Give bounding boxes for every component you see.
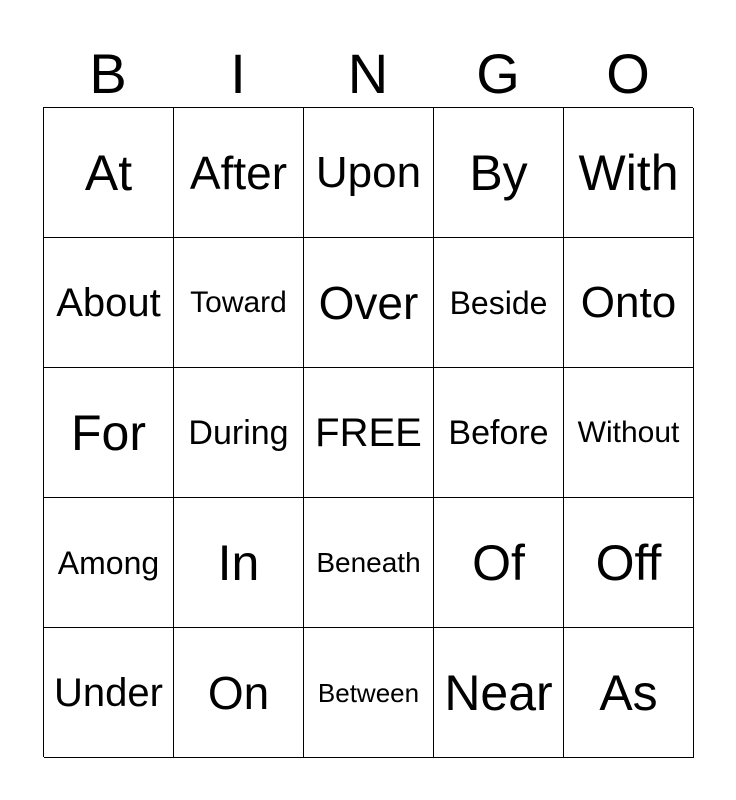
bingo-cell[interactable] <box>174 108 304 238</box>
cell-label: Beside <box>449 284 548 321</box>
cell-label: Off <box>595 534 662 591</box>
bingo-cell[interactable] <box>434 628 564 758</box>
cell-label: Before <box>448 413 549 452</box>
bingo-cell[interactable] <box>174 238 304 368</box>
bingo-cell[interactable] <box>44 498 174 628</box>
bingo-cell[interactable] <box>564 108 694 238</box>
cell-label: FREE <box>315 410 422 455</box>
cell-label: With <box>578 144 679 201</box>
bingo-cell[interactable] <box>44 368 174 498</box>
cell-label: By <box>469 144 528 201</box>
cell-label: Of <box>472 534 525 591</box>
cell-label: Toward <box>190 285 287 319</box>
bingo-cell[interactable] <box>44 108 174 238</box>
bingo-cell[interactable] <box>174 628 304 758</box>
cell-label: Onto <box>580 277 677 327</box>
bingo-cell[interactable] <box>44 238 174 368</box>
cell-label: Over <box>318 276 419 329</box>
bingo-cell[interactable] <box>174 368 304 498</box>
header-letter-g: G <box>476 42 520 105</box>
bingo-cell[interactable] <box>174 498 304 628</box>
cell-label: Beneath <box>316 546 421 578</box>
bingo-cell[interactable] <box>304 628 434 758</box>
cell-label: For <box>71 404 146 461</box>
bingo-cell[interactable] <box>44 628 174 758</box>
cell-label: Among <box>57 544 160 581</box>
cell-label: Between <box>317 677 420 708</box>
cell-label: Without <box>577 415 680 449</box>
cell-label: In <box>217 534 260 591</box>
header-letter-o: O <box>606 42 650 105</box>
cell-label: About <box>56 280 161 325</box>
bingo-header <box>43 40 693 108</box>
bingo-cell[interactable] <box>434 108 564 238</box>
bingo-cell[interactable] <box>304 108 434 238</box>
cell-label: At <box>84 144 133 201</box>
cell-label: Near <box>444 664 553 721</box>
cell-label: After <box>189 146 288 199</box>
cell-label: As <box>599 664 658 721</box>
bingo-cell[interactable] <box>564 368 694 498</box>
cell-label: On <box>207 666 270 719</box>
header-letter-b: B <box>89 42 127 105</box>
cell-label: During <box>188 413 289 452</box>
cell-label: Under <box>54 670 163 715</box>
bingo-cell[interactable] <box>434 368 564 498</box>
free-space-cell[interactable] <box>304 368 434 498</box>
cell-label: Upon <box>315 147 422 197</box>
bingo-board <box>43 107 693 757</box>
header-letter-i: I <box>230 42 246 105</box>
bingo-cell[interactable] <box>564 628 694 758</box>
bingo-cell[interactable] <box>564 498 694 628</box>
bingo-cell[interactable] <box>304 238 434 368</box>
bingo-cell[interactable] <box>564 238 694 368</box>
bingo-cell[interactable] <box>434 238 564 368</box>
header-letter-n: N <box>347 42 389 105</box>
bingo-cell[interactable] <box>304 498 434 628</box>
bingo-cell[interactable] <box>434 498 564 628</box>
